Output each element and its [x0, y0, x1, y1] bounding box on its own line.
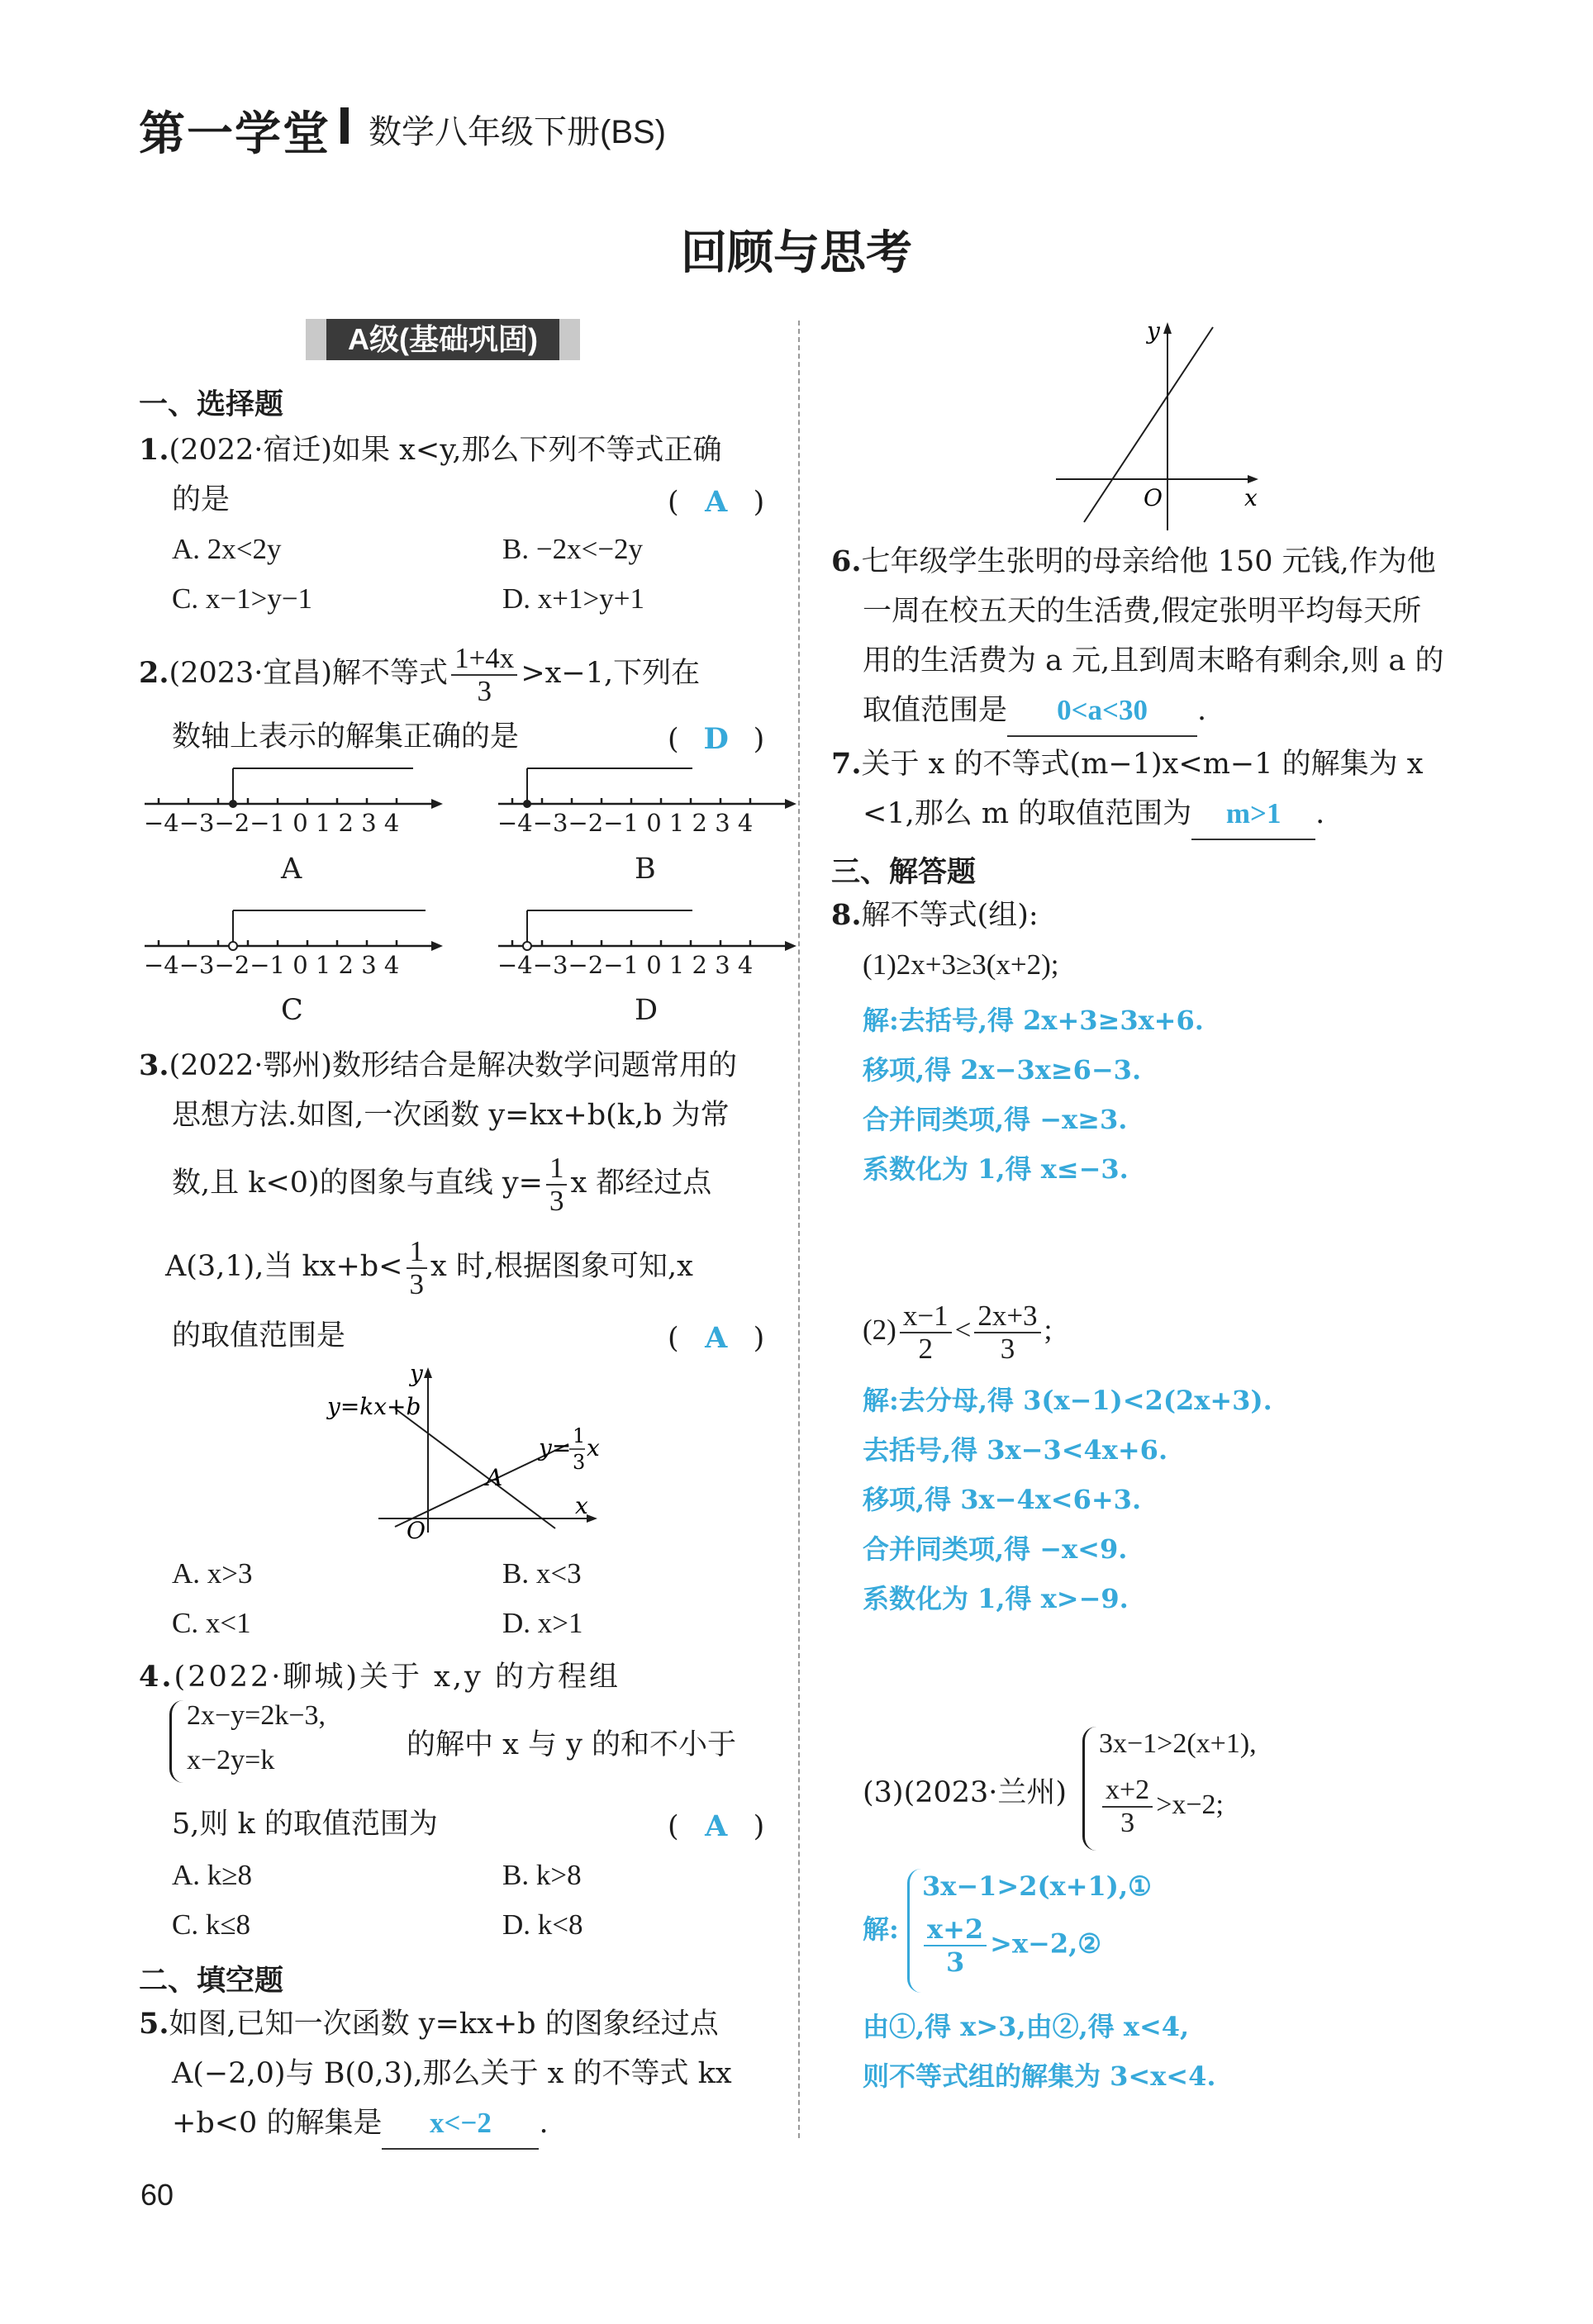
q6-line4: [863, 686, 1206, 737]
q3-frac-num-b: 1: [407, 1236, 428, 1269]
q3-frac-num-a: 1: [546, 1152, 568, 1186]
q3-option-a: A. x>3: [172, 1557, 253, 1590]
q2-number-line-c: [140, 902, 454, 977]
q4-text1: (2022·聊城)关于 x,y 的方程组: [174, 1661, 621, 1694]
q2-pre: (2023·宜昌)解不等式: [169, 657, 449, 690]
q3-frac-den-b: 3: [409, 1267, 425, 1300]
q3-option-c: C. x<1: [172, 1607, 251, 1639]
q3-graph-label-2-den: 3: [573, 1451, 586, 1474]
section-solve: 三、解答题: [831, 856, 977, 889]
q2-frac-den: 3: [477, 674, 492, 707]
section-choice: 一、选择题: [139, 388, 284, 421]
q3-answer-bracket: ( A ): [668, 1321, 765, 1355]
q8-p3-sol-eq2: [920, 1913, 1101, 1978]
q2-post: >x−1,下列在: [521, 657, 701, 690]
q3-option-d: D. x>1: [502, 1607, 583, 1639]
q3-line3-frac: [546, 1152, 568, 1217]
q4-answer: A: [705, 1809, 728, 1843]
q8-p2-stem: [863, 1297, 1052, 1365]
q7-number: 7.: [831, 747, 862, 781]
q8-p2-step5: 系数化为 1,得 x>−9.: [863, 1583, 1129, 1614]
q4-system-eq2: x−2y=k: [187, 1745, 275, 1775]
q6-line1: [831, 537, 1436, 587]
q8-p3-brace: [1082, 1727, 1096, 1851]
q5-graph-origin: O: [1144, 484, 1163, 511]
q5-line1: [139, 1999, 719, 2049]
q2-number-line-d: [494, 902, 808, 977]
q2-b-ticks: −4−3−2−1 0 1 2 3 4: [497, 809, 754, 834]
q8-p2-tail: ;: [1044, 1314, 1053, 1346]
q4-number: 4.: [139, 1660, 174, 1694]
q3-graph-label-2-num: 1: [573, 1424, 586, 1447]
q1-number: 1.: [139, 433, 169, 467]
q8-p2-label: (2): [863, 1314, 896, 1346]
q6-number: 6.: [831, 544, 862, 578]
q5-answer: x<−2: [382, 2098, 539, 2150]
q3-line4-pre: A(3,1),当 kx+b<: [165, 1250, 403, 1283]
q1-option-d: D. x+1>y+1: [502, 582, 644, 615]
q8-p2-f1-den: 2: [918, 1332, 933, 1365]
q7-answer: m>1: [1191, 789, 1315, 840]
q8-p2-step3: 移项,得 3x−4x<6+3.: [863, 1484, 1142, 1515]
q4-line2-post: 的解中 x 与 y 的和不小于: [407, 1728, 737, 1761]
q6-text1: 七年级学生张明的母亲给他 150 元钱,作为他: [861, 545, 1436, 578]
q8-p1-stem: (1)2x+3≥3(x+2);: [863, 948, 1059, 981]
q8-p1-step4: 系数化为 1,得 x≤−3.: [863, 1153, 1129, 1185]
q3-answer: A: [705, 1321, 728, 1355]
q2-c-ticks: −4−3−2−1 0 1 2 3 4: [144, 951, 400, 977]
q8-p1-step3: 合并同类项,得 −x≥3.: [863, 1104, 1128, 1135]
q3-graph: [322, 1363, 603, 1545]
q8-p3-sol-eq2-post: >x−2,②: [990, 1927, 1101, 1960]
q8-number: 8.: [831, 898, 862, 932]
q6-line2: 一周在校五天的生活费,假定张明平均每天所: [863, 595, 1422, 628]
q8-p1-step1: 解:去括号,得 2x+3≥3x+6.: [863, 1005, 1204, 1036]
q5-line3: [172, 2098, 549, 2150]
q1-option-c: C. x−1>y−1: [172, 582, 313, 615]
q3-option-b: B. x<3: [502, 1557, 582, 1590]
q8-title-text: 解不等式(组):: [861, 899, 1039, 932]
q8-p2-frac1: [900, 1300, 952, 1365]
q8-p1-step2: 移项,得 2x−3x≥6−3.: [863, 1054, 1142, 1086]
q3-number: 3.: [139, 1048, 169, 1082]
q1-text: (2022·宿迁)如果 x<y,那么下列不等式正确: [169, 434, 722, 467]
q5-number: 5.: [139, 2007, 169, 2041]
q3-line5: 的取值范围是: [172, 1319, 346, 1352]
q8-p2-f2-den: 3: [1000, 1332, 1015, 1365]
q3-text1: (2022·鄂州)数形结合是解决数学问题常用的: [169, 1049, 738, 1082]
q4-option-c: C. k≤8: [172, 1908, 251, 1941]
q8-p2-frac2: [974, 1300, 1040, 1365]
q4-system-brace: [169, 1700, 183, 1783]
q6-line4-pre: 取值范围是: [863, 694, 1008, 727]
q1-answer: A: [705, 485, 728, 519]
q3-graph-label-2-post: x: [587, 1434, 600, 1461]
q4-system-eq1: 2x−y=2k−3,: [187, 1700, 326, 1731]
q5-line2: A(−2,0)与 B(0,3),那么关于 x 的不等式 kx: [172, 2057, 732, 2090]
q8-p3-sol-eq1: 3x−1>2(x+1),①: [922, 1870, 1152, 1902]
q2-number-line-a: [140, 760, 454, 834]
q8-p3-sol-num: x+2: [924, 1913, 987, 1946]
q3-line4: [165, 1233, 693, 1300]
q3-line2: 思想方法.如图,一次函数 y=kx+b(k,b 为常: [172, 1099, 730, 1132]
q3-graph-label-2-pre: y=: [539, 1434, 572, 1461]
q2-fraction: [451, 643, 517, 707]
section-fill: 二、填空题: [139, 1965, 284, 1998]
q7-line1: [831, 739, 1423, 789]
q2-line2: 数轴上表示的解集正确的是: [172, 720, 520, 753]
q3-line1: [139, 1041, 737, 1091]
q4-option-d: D. k<8: [502, 1908, 583, 1941]
q3-graph-label-1: y=kx+b: [327, 1393, 421, 1420]
q5-line3-post: .: [539, 2107, 549, 2140]
q2-label-c: C: [281, 994, 303, 1027]
q8-p2-f2-num: 2x+3: [974, 1300, 1040, 1333]
q8-p3-label: (3)(2023·兰州): [863, 1776, 1068, 1809]
page-number: 60: [140, 2178, 174, 2212]
q6-line3: 用的生活费为 a 元,且到周末略有剩余,则 a 的: [863, 644, 1444, 677]
q5-line3-pre: +b<0 的解集是: [172, 2107, 383, 2140]
q6-line4-post: .: [1197, 694, 1207, 727]
q2-frac-num: 1+4x: [451, 643, 517, 676]
q8-p2-op: <: [954, 1314, 972, 1346]
q4-line1: [139, 1652, 621, 1702]
header-subtitle: 数学八年级下册(BS): [369, 114, 666, 150]
q3-line3-post: x 都经过点: [570, 1167, 712, 1200]
q3-line3: [172, 1150, 711, 1217]
q4-option-a: A. k≥8: [172, 1859, 252, 1891]
q8-p3-eq1: 3x−1>2(x+1),: [1099, 1728, 1257, 1759]
page-title: 回顾与思考: [681, 226, 912, 280]
q8-p2-f1-num: x−1: [900, 1300, 952, 1333]
q8-p3-sol-brace: [907, 1869, 921, 1993]
header-divider: [340, 107, 349, 144]
q8-p2-step1: 解:去分母,得 3(x−1)<2(2x+3).: [863, 1385, 1272, 1416]
q3-graph-y: y: [410, 1363, 423, 1387]
q8-p3-sol-line2: 则不等式组的解集为 3<x<4.: [863, 2060, 1216, 2092]
q4-answer-bracket: ( A ): [668, 1809, 765, 1843]
q2-number-line-b: [494, 760, 808, 834]
q1-option-a: A. 2x<2y: [172, 533, 282, 565]
q5-text1: 如图,已知一次函数 y=kx+b 的图象经过点: [169, 2008, 719, 2041]
q1-line2: 的是: [172, 483, 231, 516]
q7-line2-pre: <1,那么 m 的取值范围为: [863, 797, 1192, 830]
q8-title: [831, 891, 1039, 940]
q2-label-b: B: [635, 853, 656, 886]
q8-p3-eq2-num: x+2: [1102, 1775, 1153, 1808]
q2-label-d: D: [635, 994, 659, 1027]
q8-p3-eq2-den: 3: [1120, 1808, 1135, 1838]
q8-p3-sol-den: 3: [945, 1946, 965, 1978]
q5-graph: [1049, 314, 1272, 537]
q1-answer-bracket: ( A ): [668, 485, 765, 519]
q5-graph-x: x: [1244, 484, 1258, 511]
q2-answer-bracket: ( D ): [668, 722, 765, 756]
q6-answer: 0<a<30: [1007, 686, 1197, 737]
q7-text1: 关于 x 的不等式(m−1)x<m−1 的解集为 x: [861, 748, 1424, 781]
q8-p3-sol-prefix: 解:: [863, 1913, 899, 1945]
q2-answer: D: [703, 722, 729, 756]
q7-line2: [863, 789, 1324, 840]
q8-p3-eq2-frac: [1102, 1775, 1153, 1839]
q2-label-a: A: [281, 853, 302, 886]
q4-option-b: B. k>8: [502, 1859, 582, 1891]
q3-graph-x: x: [575, 1492, 588, 1519]
q3-line3-pre: 数,且 k<0)的图象与直线 y=: [172, 1167, 543, 1200]
q1-option-b: B. −2x<−2y: [502, 533, 644, 565]
q4-line3: 5,则 k 的取值范围为: [172, 1808, 438, 1841]
column-divider: [798, 321, 800, 2138]
q8-p2-step4: 合并同类项,得 −x<9.: [863, 1533, 1128, 1565]
q7-line2-post: .: [1315, 797, 1325, 830]
q3-graph-origin: O: [407, 1517, 426, 1544]
q2-number: 2.: [139, 656, 169, 690]
level-banner-label: A级(基础巩固): [326, 319, 559, 360]
q5-graph-y: y: [1147, 317, 1160, 345]
q2-a-ticks: −4−3−2−1 0 1 2 3 4: [144, 809, 400, 834]
q8-p3-eq2: [1099, 1775, 1224, 1839]
q8-p3-sol-frac: [924, 1913, 987, 1978]
q8-p3-eq2-post: >x−2;: [1156, 1789, 1224, 1820]
q3-frac-den-a: 3: [549, 1184, 564, 1217]
q3-line4-frac: [407, 1236, 428, 1300]
q8-p2-step2: 去括号,得 3x−3<4x+6.: [863, 1434, 1168, 1466]
q2-line1: [139, 640, 700, 707]
header-brand: 第一学堂: [139, 107, 330, 161]
q3-graph-point: A: [486, 1464, 503, 1491]
q3-line4-post: x 时,根据图象可知,x: [430, 1250, 693, 1283]
q2-d-ticks: −4−3−2−1 0 1 2 3 4: [497, 951, 754, 977]
q1-line1: [139, 425, 722, 475]
q8-p3-sol-line1: 由①,得 x>3,由②,得 x<4,: [863, 2011, 1190, 2042]
